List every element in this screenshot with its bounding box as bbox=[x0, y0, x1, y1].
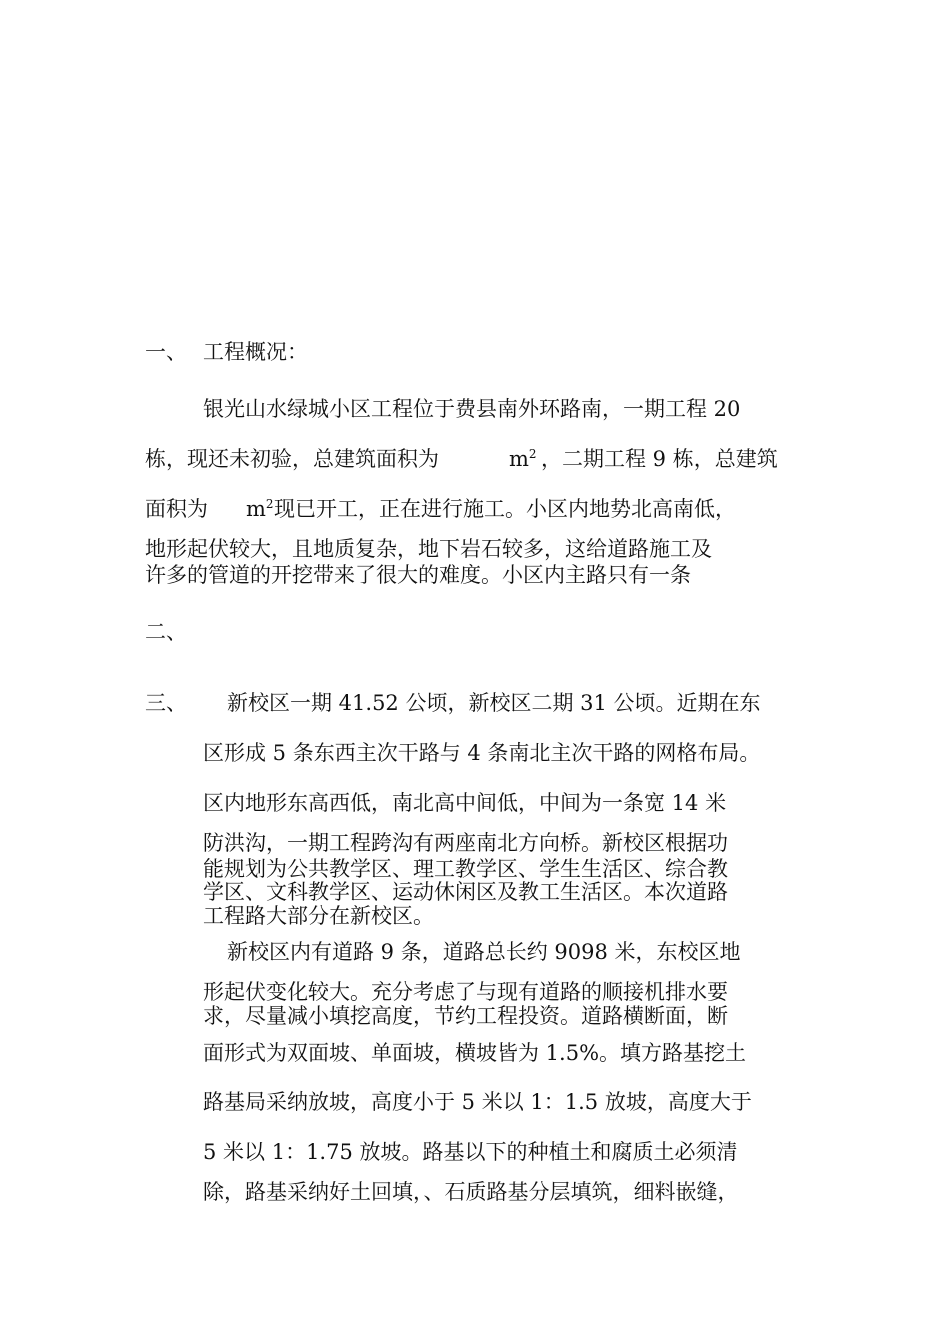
section-3-line-5: 能规划为公共教学区、理工教学区、学生生活区、综合教 bbox=[203, 857, 728, 881]
section-3-line-9: 形起伏变化较大。充分考虑了与现有道路的顺接机排水要 bbox=[203, 980, 728, 1004]
section-3-line-13: 5 米以 1：1.75 放坡。路基以下的种植土和腐质土必须清 bbox=[203, 1140, 738, 1164]
section-3-line-6: 学区、文科教学区、运动休闲区及教工生活区。本次道路 bbox=[203, 880, 728, 904]
section-1-line-3a: 面积为 bbox=[145, 497, 208, 521]
section-3-line-8: 新校区内有道路 9 条，道路总长约 9098 米，东校区地 bbox=[227, 940, 741, 964]
section-3-number: 三、 bbox=[145, 691, 187, 715]
section-1-title: 工程概况： bbox=[203, 340, 308, 364]
area-unit-1: $m^2$ bbox=[509, 447, 537, 471]
area-unit-2: $m^2$ bbox=[246, 497, 274, 521]
section-1-line-1: 银光山水绿城小区工程位于费县南外环路南，一期工程 20 bbox=[203, 397, 741, 421]
section-3-line-3: 区内地形东高西低，南北高中间低，中间为一条宽 14 米 bbox=[203, 791, 727, 815]
section-1-line-2a: 栋，现还未初验，总建筑面积为 bbox=[145, 447, 439, 471]
section-3-line-1: 新校区一期 41.52 公顷，新校区二期 31 公顷。近期在东 bbox=[227, 691, 761, 715]
section-1-line-3b: 现已开工，正在进行施工。小区内地势北高南低， bbox=[274, 497, 736, 521]
section-3-line-7: 工程路大部分在新校区。 bbox=[203, 904, 434, 928]
section-3-line-12: 路基局采纳放坡，高度小于 5 米以 1：1.5 放坡，高度大于 bbox=[203, 1090, 752, 1114]
section-2-number: 二、 bbox=[145, 620, 187, 644]
section-3-line-2: 区形成 5 条东西主次干路与 4 条南北主次干路的网格布局。 bbox=[203, 741, 761, 765]
section-1-line-5: 许多的管道的开挖带来了很大的难度。小区内主路只有一条 bbox=[145, 563, 691, 587]
section-3-line-11: 面形式为双面坡、单面坡，横坡皆为 1.5%。填方路基挖土 bbox=[203, 1041, 747, 1065]
section-1-number: 一、 bbox=[145, 340, 187, 364]
section-1-line-4: 地形起伏较大，且地质复杂，地下岩石较多，这给道路施工及 bbox=[145, 537, 712, 561]
section-3-line-14: 除，路基采纳好土回填，、石质路基分层填筑，细料嵌缝， bbox=[203, 1180, 739, 1204]
section-3-line-4: 防洪沟，一期工程跨沟有两座南北方向桥。新校区根据功 bbox=[203, 831, 728, 855]
section-3-line-10: 求，尽量减小填挖高度，节约工程投资。道路横断面，断 bbox=[203, 1004, 728, 1028]
section-1-line-2b: ，二期工程 9 栋，总建筑 bbox=[541, 447, 778, 471]
